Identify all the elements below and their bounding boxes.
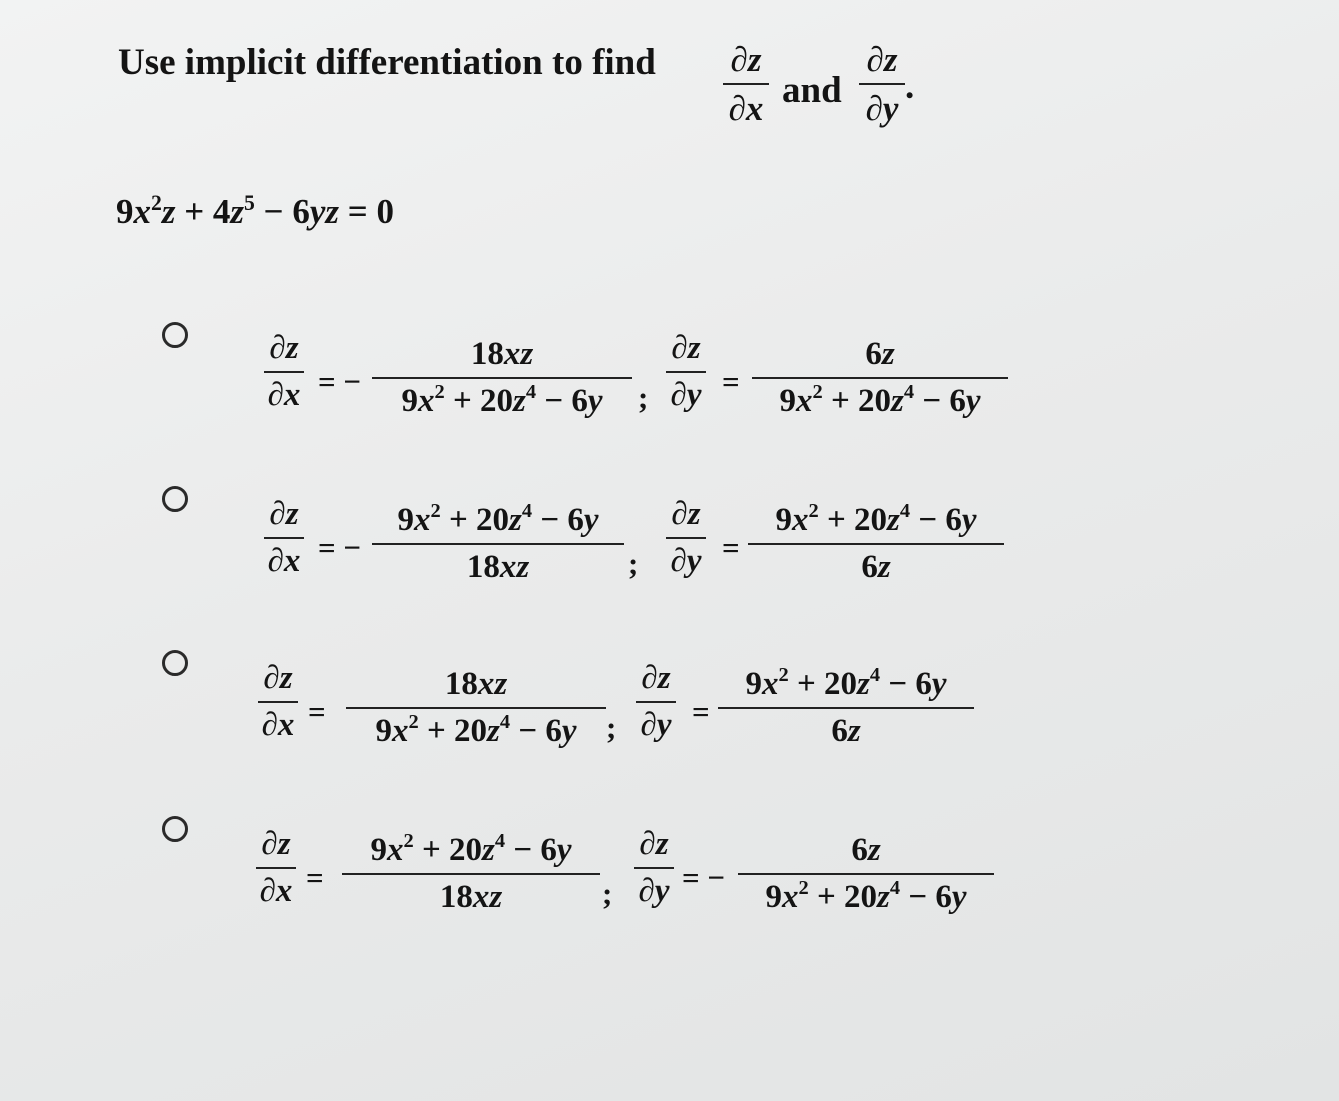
option-4-dzdx-fraction — [342, 830, 600, 915]
option-4-dzdy-label: ∂z ∂y — [628, 828, 680, 908]
given-equation: $9x^2z + 4z^5 - 6yz = 0$ — [116, 190, 394, 231]
option-3-dzdy-label: ∂z ∂y — [630, 662, 682, 742]
prompt-text: Use implicit differentiation to find — [118, 42, 656, 83]
header-dy: ∂y — [865, 89, 899, 128]
option-4-dzdx-equals: = — [306, 860, 324, 895]
option-1-dzdx-fraction — [372, 338, 632, 418]
option-3-dzdy-fraction-denominator: 6z — [831, 713, 861, 749]
header-dx: ∂x — [728, 89, 764, 128]
option-1-dzdy-fraction-numerator: 6z — [865, 336, 895, 372]
option-1-dzdy-equals: = — [722, 364, 740, 399]
question-prompt — [118, 44, 656, 81]
option-2-dzdy-fraction-bar — [748, 543, 1004, 545]
and-word: and — [782, 70, 842, 111]
option-4-separator: ; — [602, 876, 613, 911]
option-2-dzdy-fraction-denominator: 6z — [861, 549, 891, 585]
option-1-dzdy-fraction-denominator: $9x^2 + 20z^4 - 6y$ — [779, 381, 981, 419]
option-2-dzdx-fraction-numerator: $9x^2 + 20z^4 - 6y$ — [397, 500, 599, 538]
option-1-dzdx-fraction-numerator: 18xz — [470, 336, 534, 372]
option-3-dzdy-equals: = — [692, 694, 710, 729]
radio-button-option-3[interactable] — [162, 650, 188, 676]
radio-button-option-1[interactable] — [162, 322, 188, 348]
option-4-dzdy-fraction-bar — [738, 873, 994, 875]
option-3-dzdx-fraction-denominator: $9x^2 + 20z^4 - 6y$ — [375, 711, 577, 749]
radio-button-option-4[interactable] — [162, 816, 188, 842]
option-2-dzdx-fraction-bar — [372, 543, 624, 545]
option-2-dzdy-label: ∂z ∂y — [660, 498, 712, 578]
option-2-separator: ; — [628, 546, 639, 581]
option-3-dzdy-fraction — [718, 664, 974, 749]
option-4-dzdy-equals: = − — [682, 860, 726, 895]
option-3-dzdx-fraction-numerator: 18xz — [444, 666, 508, 702]
header-period: . — [905, 66, 915, 107]
option-3-dzdx-equals: = — [308, 694, 326, 729]
header-dz-2: ∂z — [866, 40, 898, 79]
option-1-dzdx-label: ∂z ∂x — [258, 332, 310, 412]
option-1-dzdy-label: ∂z ∂y — [660, 332, 712, 412]
option-3-dzdx-label: ∂z ∂x — [252, 662, 304, 742]
option-2-dzdy-fraction — [748, 500, 1004, 585]
option-2-dzdx-fraction — [372, 500, 624, 585]
option-4-dzdy-fraction-numerator: 6z — [851, 832, 881, 868]
option-3-dzdy-fraction-numerator: $9x^2 + 20z^4 - 6y$ — [745, 664, 947, 702]
option-4-dzdx-fraction-numerator: $9x^2 + 20z^4 - 6y$ — [370, 830, 572, 868]
header-dz: ∂z — [730, 40, 762, 79]
option-1-dzdx-fraction-denominator: $9x^2 + 20z^4 - 6y$ — [401, 381, 603, 419]
radio-button-option-2[interactable] — [162, 486, 188, 512]
option-1-dzdy-fraction-bar — [752, 377, 1008, 379]
option-3-dzdx-fraction-bar — [346, 707, 606, 709]
option-3-dzdy-fraction-bar — [718, 707, 974, 709]
option-3-separator: ; — [606, 710, 617, 745]
option-1-separator: ; — [638, 380, 649, 415]
option-1-dzdx-fraction-bar — [372, 377, 632, 379]
option-2-dzdx-fraction-denominator: 18xz — [466, 549, 530, 585]
option-2-dzdy-equals: = — [722, 530, 740, 565]
option-4-dzdx-fraction-bar — [342, 873, 600, 875]
option-4-dzdy-fraction-denominator: $9x^2 + 20z^4 - 6y$ — [765, 877, 967, 915]
option-2-dzdx-equals: = − — [318, 530, 362, 565]
option-3-dzdx-fraction — [346, 668, 606, 748]
option-4-dzdx-fraction-denominator: 18xz — [439, 879, 503, 915]
header-dzdx-fraction — [716, 42, 776, 126]
option-2-dzdy-fraction-numerator: $9x^2 + 20z^4 - 6y$ — [775, 500, 977, 538]
header-dzdy-fraction — [852, 40, 915, 128]
option-4-dzdy-fraction — [738, 834, 994, 914]
option-1-dzdx-equals: = − — [318, 364, 362, 399]
option-1-dzdy-fraction — [752, 338, 1008, 418]
option-2-dzdx-label: ∂z ∂x — [258, 498, 310, 578]
option-4-dzdx-label: ∂z ∂x — [250, 828, 302, 908]
